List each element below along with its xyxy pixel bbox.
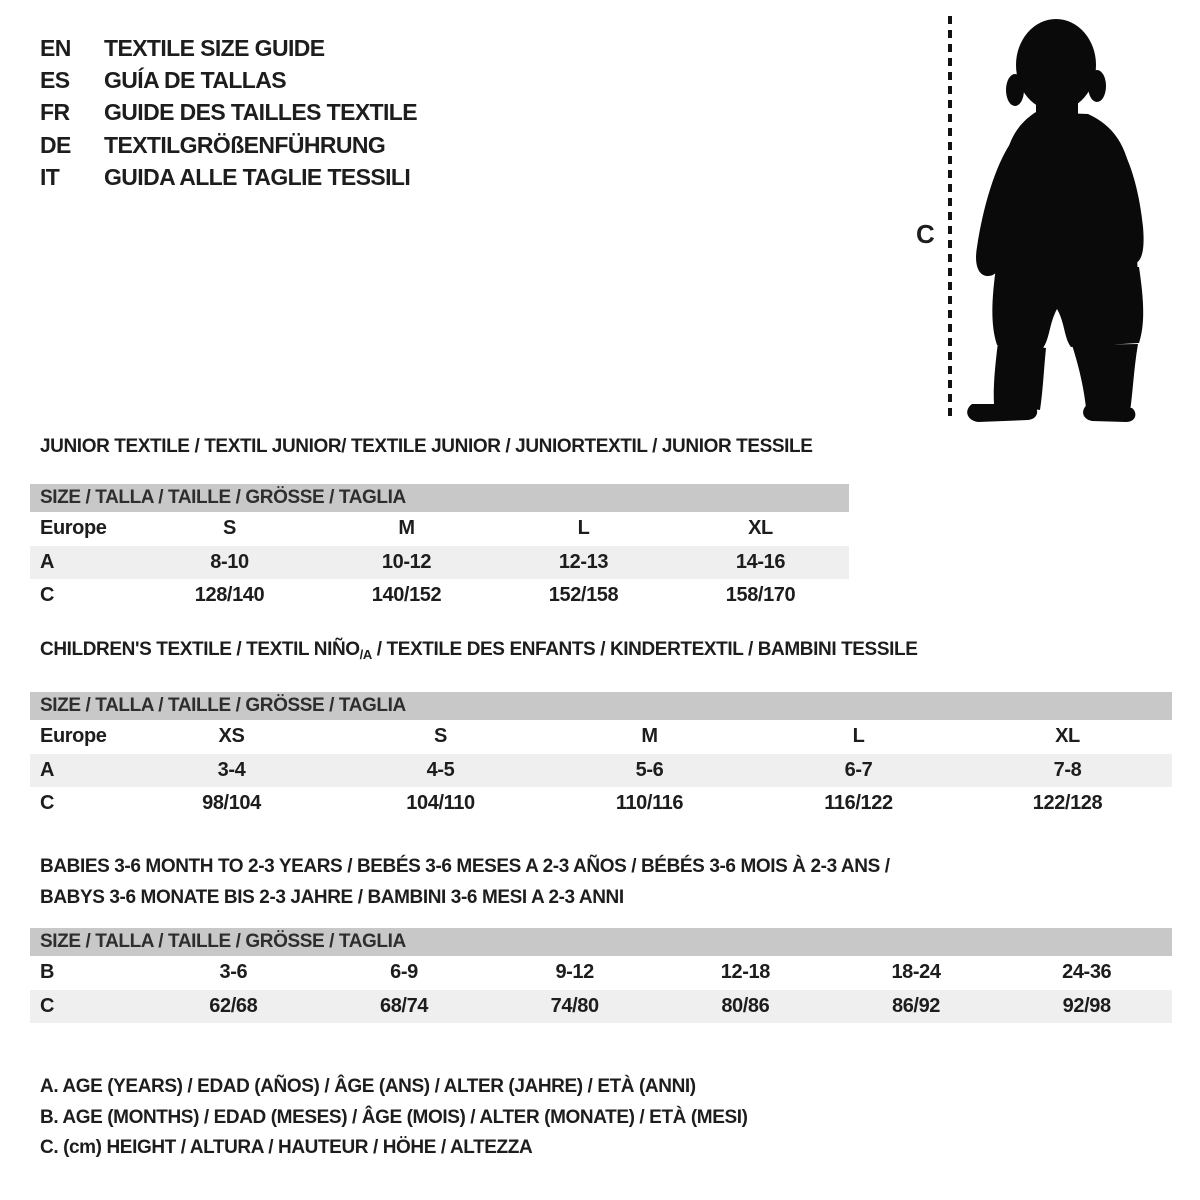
height-cell: 158/170	[725, 584, 796, 607]
height-cell: 74/80	[550, 994, 599, 1017]
size-cell: XL	[1055, 725, 1080, 748]
months-cell: 18-24	[891, 961, 941, 984]
legend-height-cm: C. (cm) HEIGHT / ALTURA / HAUTEUR / HÖHE / ALTEZZA	[40, 1137, 533, 1159]
row-label: C	[40, 994, 55, 1017]
children-height-row	[30, 787, 1172, 821]
size-cell: L	[852, 725, 865, 748]
height-measure-label: C	[916, 219, 935, 249]
height-cell: 104/110	[406, 792, 475, 815]
age-cell: 4-5	[426, 758, 455, 781]
size-cell: L	[577, 517, 590, 540]
size-cell: M	[398, 517, 415, 540]
age-cell: 14-16	[735, 550, 786, 573]
junior-height-row	[30, 579, 849, 613]
lang-code-en: EN	[40, 34, 71, 61]
title-row-fr	[40, 97, 417, 129]
row-label: Europe	[40, 517, 107, 540]
height-cell: 140/152	[371, 584, 442, 607]
height-cell: 116/122	[824, 792, 893, 815]
months-cell: 24-36	[1062, 961, 1112, 984]
babies-section-title	[40, 851, 890, 913]
height-cell: 98/104	[202, 792, 261, 815]
junior-age-row	[30, 546, 849, 580]
months-cell: 6-9	[390, 961, 418, 984]
children-section-title	[40, 639, 917, 662]
row-label: C	[40, 584, 55, 607]
age-cell: 3-4	[217, 758, 246, 781]
junior-size-table	[30, 484, 849, 613]
junior-section-title: JUNIOR TEXTILE / TEXTIL JUNIOR/ TEXTILE JUNIOR / JUNIORTEXTIL / JUNIOR TESSILE	[40, 436, 813, 457]
title-row-de	[40, 129, 417, 161]
language-title-block	[40, 32, 417, 194]
row-label: C	[40, 792, 55, 815]
size-cell: XL	[748, 517, 773, 540]
page-title-de: TEXTILGRÖßENFÜHRUNG	[104, 131, 386, 158]
size-cell: M	[641, 725, 658, 748]
babies-title-line1: BABIES 3-6 MONTH TO 2-3 YEARS / BEBÉS 3-6 MESES A 2-3 AÑOS / BÉBÉS 3-6 MOIS À 2-3 ANS /	[40, 856, 890, 877]
height-cell: 110/116	[615, 792, 684, 815]
height-cell: 62/68	[209, 994, 258, 1017]
children-title-post: / TEXTILE DES ENFANTS / KINDERTEXTIL / BAMBINI TESSILE	[371, 639, 918, 660]
height-cell: 128/140	[194, 584, 265, 607]
junior-size-header-bar: SIZE / TALLA / TAILLE / GRÖSSE / TAGLIA	[30, 484, 849, 512]
age-cell: 8-10	[210, 550, 249, 573]
babies-title-line2: BABYS 3-6 MONATE BIS 2-3 JAHRE / BAMBINI 3-6 MESI A 2-3 ANNI	[40, 887, 624, 908]
height-cell: 68/74	[379, 994, 429, 1017]
children-size-table	[30, 692, 1172, 821]
children-age-row	[30, 754, 1172, 788]
size-cell: S	[434, 725, 447, 748]
months-cell: 12-18	[720, 961, 770, 984]
height-cell: 122/128	[1032, 792, 1103, 815]
toddler-silhouette-image	[950, 12, 1150, 422]
age-cell: 10-12	[381, 550, 432, 573]
children-europe-row	[30, 720, 1172, 754]
age-cell: 12-13	[558, 550, 609, 573]
children-title-pre: CHILDREN'S TEXTILE / TEXTIL NIÑO	[40, 639, 360, 660]
lang-code-it: IT	[40, 164, 60, 191]
junior-europe-row	[30, 512, 849, 546]
lang-code-de: DE	[40, 131, 71, 158]
title-row-en	[40, 32, 417, 64]
babies-size-header-bar: SIZE / TALLA / TAILLE / GRÖSSE / TAGLIA	[30, 928, 1172, 956]
age-cell: 6-7	[844, 758, 873, 781]
months-cell: 3-6	[219, 961, 248, 984]
months-cell: 9-12	[555, 961, 594, 984]
page-title-es: GUÍA DE TALLAS	[104, 67, 286, 94]
lang-code-es: ES	[40, 67, 70, 94]
size-cell: S	[223, 517, 236, 540]
page-title-en: TEXTILE SIZE GUIDE	[104, 34, 325, 61]
babies-size-table	[30, 928, 1172, 1023]
lang-code-fr: FR	[40, 99, 70, 126]
height-cell: 152/158	[548, 584, 619, 607]
page-title-fr: GUIDE DES TAILLES TEXTILE	[104, 99, 417, 126]
legend-age-months: B. AGE (MONTHS) / EDAD (MESES) / ÂGE (MOIS) / ALTER (MONATE) / ETÀ (MESI)	[40, 1106, 748, 1128]
row-label: A	[40, 758, 55, 781]
title-row-es	[40, 64, 417, 96]
measurement-legend	[40, 1072, 748, 1164]
age-cell: 7-8	[1053, 758, 1082, 781]
legend-age-years: A. AGE (YEARS) / EDAD (AÑOS) / ÂGE (ANS) / ALTER (JAHRE) / ETÀ (ANNI)	[40, 1076, 696, 1098]
babies-months-row	[30, 956, 1172, 990]
age-cell: 5-6	[635, 758, 664, 781]
row-label: Europe	[40, 725, 107, 748]
height-cell: 92/98	[1062, 994, 1111, 1017]
row-label: A	[40, 550, 55, 573]
children-size-header-bar: SIZE / TALLA / TAILLE / GRÖSSE / TAGLIA	[30, 692, 1172, 720]
height-cell: 86/92	[891, 994, 941, 1017]
title-row-it	[40, 162, 417, 194]
children-title-sub: /A	[359, 647, 372, 662]
size-cell: XS	[218, 725, 245, 748]
page-title-it: GUIDA ALLE TAGLIE TESSILI	[104, 164, 411, 191]
row-label: B	[40, 961, 55, 984]
babies-height-row	[30, 990, 1172, 1024]
height-cell: 80/86	[721, 994, 770, 1017]
